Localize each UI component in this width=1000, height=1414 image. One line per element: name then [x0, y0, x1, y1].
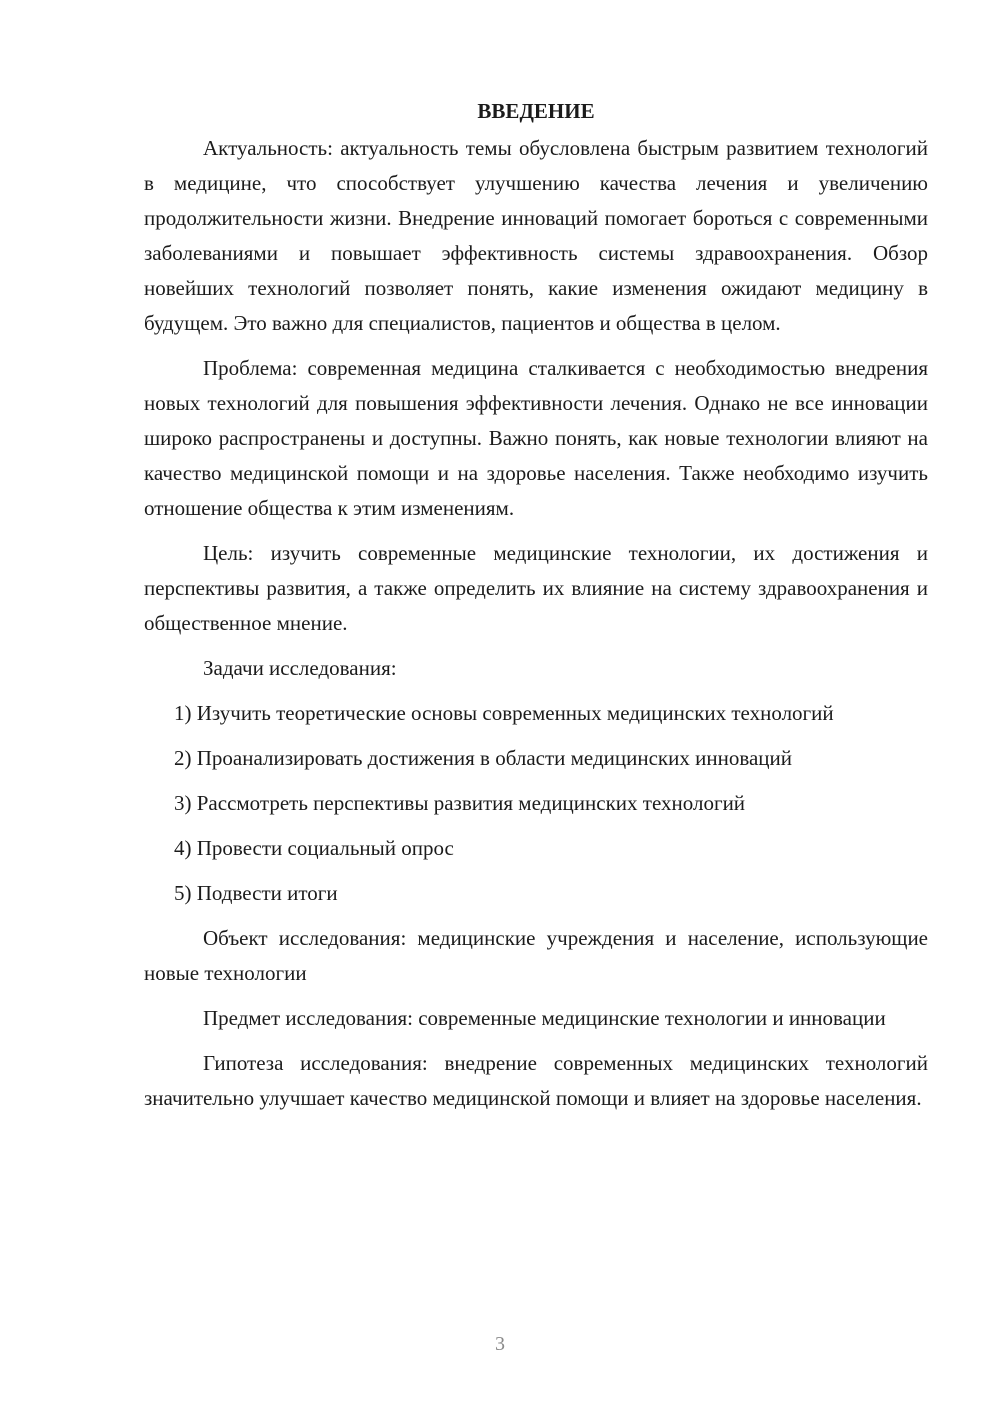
- problem-paragraph: Проблема: современная медицина сталкивается с необходимостью внедрения новых технологий для повышения эффективности лечения. Однако не все инновации широко распространены и доступны. Важно понять, как новые технологии влияют на качество медицинской помощи и на здоровье населения. Также необходимо изучить отношение общества к этим изменениям.: [144, 356, 928, 520]
- hypothesis-paragraph: Гипотеза исследования: внедрение современных медицинских технологий значительно улучшает качество медицинской помощи и влияет на здоровье населения.: [144, 1051, 928, 1110]
- task-item-3: 3) Рассмотреть перспективы развития медицинских технологий: [174, 791, 746, 815]
- object-paragraph: Объект исследования: медицинские учреждения и население, использующие новые технологии: [144, 926, 928, 985]
- section-title: ВВЕДЕНИЕ: [477, 99, 595, 123]
- subject-paragraph: Предмет исследования: современные медицинские технологии и инновации: [203, 1006, 886, 1030]
- task-item-5: 5) Подвести итоги: [174, 881, 338, 905]
- page-content: [144, 96, 928, 1126]
- relevance-paragraph: Актуальность: актуальность темы обусловлена быстрым развитием технологий в медицине, что способствует улучшению качества лечения и увеличению продолжительности жизни. Внедрение инноваций помогает бороться с современными заболеваниями и повышает эффективность системы здравоохранения. Обзор новейших технологий позволяет понять, какие изменения ожидают медицину в будущем. Это важно для специалистов, пациентов и общества в целом.: [144, 136, 928, 335]
- task-item-4: 4) Провести социальный опрос: [174, 836, 454, 860]
- task-item-2: 2) Проанализировать достижения в области медицинских инноваций: [174, 746, 793, 770]
- goal-paragraph: Цель: изучить современные медицинские технологии, их достижения и перспективы развития, а также определить их влияние на систему здравоохранения и общественное мнение.: [144, 541, 928, 635]
- tasks-heading: Задачи исследования:: [203, 656, 397, 680]
- page-number: 3: [495, 1333, 505, 1355]
- task-item-1: 1) Изучить теоретические основы современных медицинских технологий: [174, 701, 834, 725]
